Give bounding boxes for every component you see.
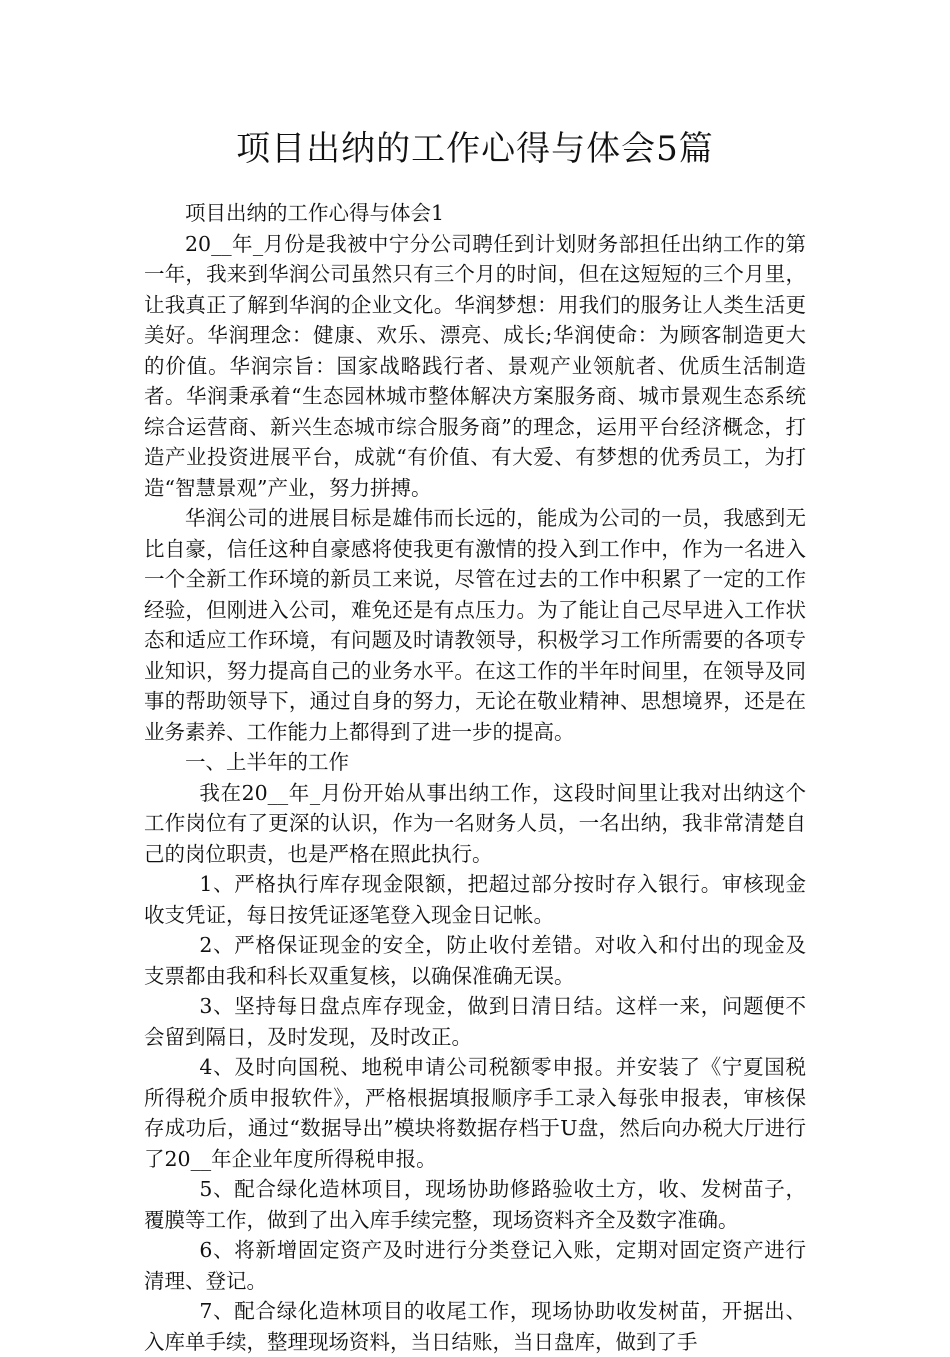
list-item: 1、严格执行库存现金限额，把超过部分按时存入银行。审核现金收支凭证，每日按凭证逐笔登入现金日记帐。 (144, 872, 806, 927)
section-title: 项目出纳的工作心得与体会1 (185, 201, 445, 225)
paragraph: 我在20__年_月份开始从事出纳工作，这段时间里让我对出纳这个工作岗位有了更深的认识，作为一名财务人员，一名出纳，我非常清楚自己的岗位职责，也是严格在照此执行。 (144, 780, 806, 866)
list-item: 6、将新增固定资产及时进行分类登记入账，定期对固定资产进行清理、登记。 (144, 1238, 806, 1293)
document-title: 项目出纳的工作心得与体会5篇 (236, 129, 714, 169)
section-heading: 一、上半年的工作 (185, 750, 349, 774)
paragraph: 华润公司的进展目标是雄伟而长远的，能成为公司的一员，我感到无比自豪，信任这种自豪感将使我更有激情的投入到工作中，作为一名进入一个全新工作环境的新员工来说，尽管在过去的工作中积累了一定的工作经验，但刚进入公司，难免还是有点压力。为了能让自己尽早进入工作状态和适应工作环境，有问题及时请教领导，积极学习工作所需要的各项专业知识，努力提高自己的业务水平。在这工作的半年时间里，在领导及同事的帮助领导下，通过自身的努力，无论在敬业精神、思想境界，还是在业务素养、工作能力上都得到了进一步的提高。 (144, 506, 806, 744)
list-item: 5、配合绿化造林项目，现场协助修路验收土方，收、发树苗子，覆膜等工作，做到了出入库手续完整，现场资料齐全及数字准确。 (144, 1177, 806, 1232)
list-item: 2、严格保证现金的安全，防止收付差错。对收入和付出的现金及支票都由我和科长双重复核，以确保准确无误。 (144, 933, 806, 988)
paragraph: 20__年_月份是我被中宁分公司聘任到计划财务部担任出纳工作的第一年，我来到华润公司虽然只有三个月的时间，但在这短短的三个月里，让我真正了解到华润的企业文化。华润梦想：用我们的服务让人类生活更美好。华润理念：健康、欢乐、漂亮、成长;华润使命：为顾客制造更大的价值。华润宗旨：国家战略践行者、景观产业领航者、优质生活制造者。华润秉承着“生态园林城市整体解决方案服务商、城市景观生态系统综合运营商、新兴生态城市综合服务商”的理念，运用平台经济概念，打造产业投资进展平台，成就“有价值、有大爱、有梦想的优秀员工，为打造“智慧景观”产业，努力拼搏。 (144, 231, 806, 500)
list-item: 7、配合绿化造林项目的收尾工作，现场协助收发树苗，开据出、入库单手续，整理现场资料，当日结账，当日盘库，做到了手 (144, 1299, 806, 1354)
list-item: 4、及时向国税、地税申请公司税额零申报。并安装了《宁夏国税所得税介质申报软件》，严格根据填报顺序手工录入每张申报表，审核保存成功后，通过“数据导出”模块将数据存档于U盘，然后向办税大厅进行了20__年企业年度所得税申报。 (144, 1055, 806, 1171)
document-body (144, 198, 806, 1357)
list-item: 3、坚持每日盘点库存现金，做到日清日结。这样一来，问题便不会留到隔日，及时发现，及时改正。 (144, 994, 806, 1049)
